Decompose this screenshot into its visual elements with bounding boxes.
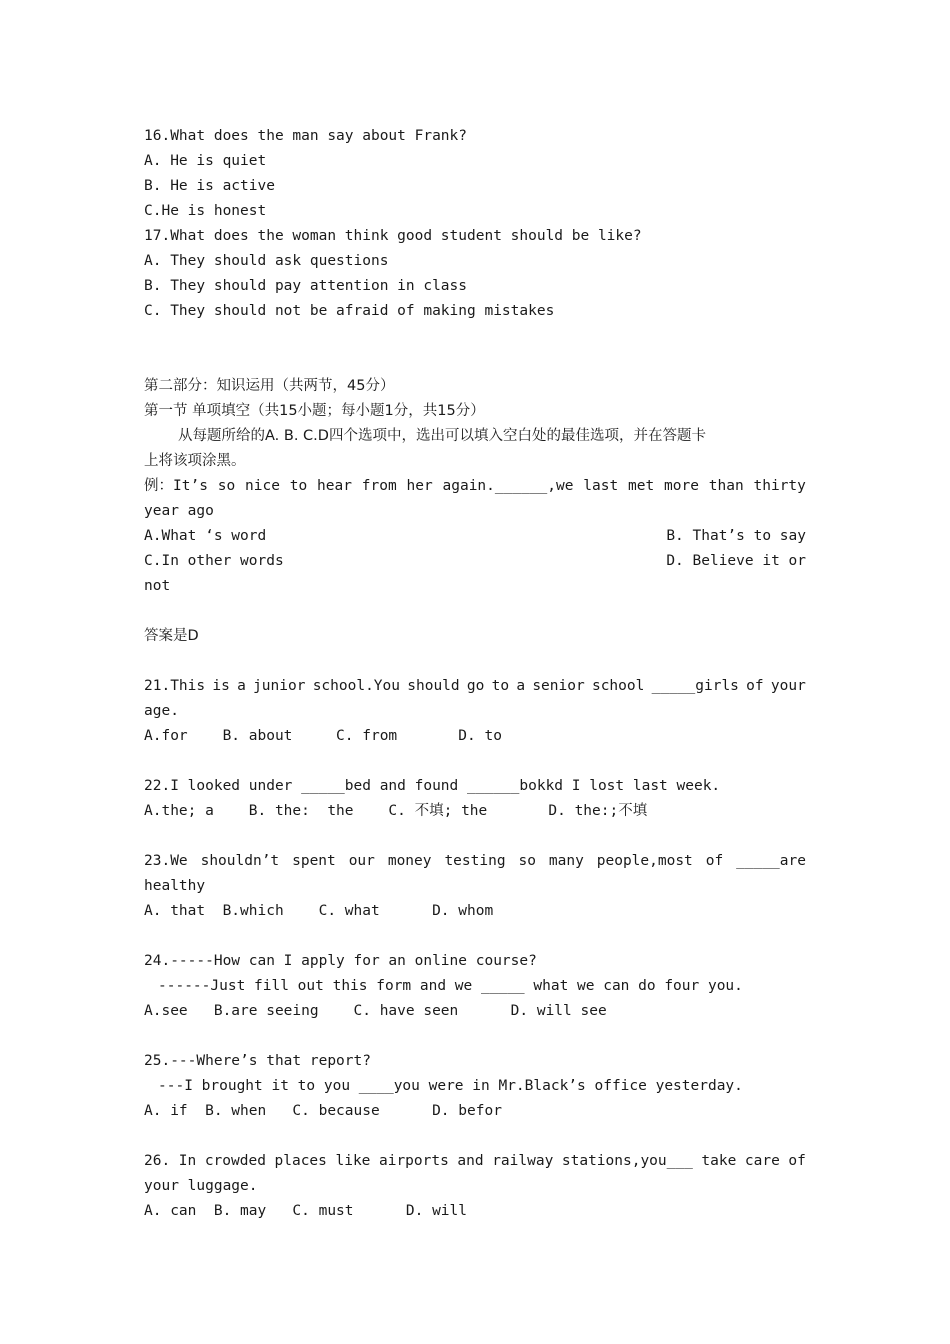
example-stem-line-2: year ago [144,503,214,519]
word: hear [317,478,352,494]
word: and [457,1153,484,1169]
spacer [144,1124,806,1149]
question-24-stem-line-2: ------Just fill out this form and we _____ what we can do four you. [158,978,743,994]
example-option-d: D. Believe it or [666,553,806,569]
question-16-option-b: B. He is active [144,178,275,194]
word: stations,you___ [561,1153,693,1169]
spacer [144,749,806,774]
word: of [746,678,764,694]
word: thirty [753,478,806,494]
word: again.______,we [442,478,574,494]
example-option-a: A.What ‘s word [144,528,267,544]
instruction-line-2: 上将该项涂黑。 [144,453,246,469]
spacer [144,924,806,949]
section1-heading: 第一节 单项填空（共15小题；每小题1分，共15分） [144,403,485,419]
example-answer: 答案是D [144,628,199,644]
question-23-stem-line-2: healthy [144,878,206,894]
word: is [212,678,230,694]
example-option-c: C.In other words [144,553,284,569]
word: nice [245,478,280,494]
word: should [407,678,460,694]
word: _____are [736,853,806,869]
question-16-option-c: C.He is honest [144,203,267,219]
question-17-option-a: A. They should ask questions [144,253,389,269]
word: your [770,678,806,694]
word: junior [253,678,306,694]
word: senior [532,678,585,694]
word: testing [444,853,506,869]
question-21-stem-line-2: age. [144,703,179,719]
word: so [217,478,236,494]
word: many [548,853,584,869]
question-23-options: A. that B.which C. what D. whom [144,903,494,919]
spacer [144,324,806,374]
question-25-stem-line-2: ---I brought it to you ____you were in Mr.Black’s office yesterday. [158,1078,743,1094]
question-26-stem-line-2: your luggage. [144,1178,258,1194]
example-options-row-2 [144,549,806,574]
word: take [701,1153,737,1169]
word: so [518,853,536,869]
word: her [406,478,433,494]
question-21-stem-line-1 [144,674,806,699]
question-17-option-b: B. They should pay attention in class [144,278,468,294]
word: to [491,678,510,694]
word: care [744,1153,780,1169]
word: shouldn’t [200,853,280,869]
word: a [237,678,246,694]
exam-page [144,124,806,1224]
example-option-d-wrap: not [144,578,171,594]
question-22-stem: 22.I looked under _____bed and found ______bokkd I lost last week. [144,778,721,794]
word: met [628,478,655,494]
word: _____girls [651,678,739,694]
word: like [335,1153,371,1169]
word: money [387,853,432,869]
word: from [361,478,397,494]
question-23-stem-line-1 [144,849,806,874]
example-options-row-1 [144,524,806,549]
question-25-options: A. if B. when C. because D. befor [144,1103,502,1119]
word: go [466,678,485,694]
question-24-options: A.see B.are seeing C. have seen D. will see [144,1003,607,1019]
word: 例：It’s [144,478,208,494]
word: school [591,678,645,694]
word: 23.We [144,853,188,869]
word: of [705,853,724,869]
question-24-stem-line-1: 24.-----How can I apply for an online course? [144,953,537,969]
spacer [144,824,806,849]
word: crowded [204,1153,266,1169]
spacer [144,599,806,624]
word: than [708,478,744,494]
word: school.You [312,678,401,694]
spacer [144,649,806,674]
question-16-stem: 16.What does the man say about Frank? [144,128,468,144]
question-21-options: A.for B. about C. from D. to [144,728,502,744]
question-17-option-c: C. They should not be afraid of making mistakes [144,303,555,319]
instruction-line-1: 从每题所给的A. B. C.D四个选项中，选出可以填入空白处的最佳选项，并在答题卡 [178,428,706,444]
word: railway [492,1153,554,1169]
word: last [583,478,619,494]
question-25-stem-line-1: 25.---Where’s that report? [144,1053,371,1069]
word: spent [292,853,336,869]
word: more [664,478,699,494]
question-26-options: A. can B. may C. must D. will [144,1203,468,1219]
example-stem-line-1 [144,474,806,499]
part2-heading: 第二部分：知识运用（共两节，45分） [144,378,395,394]
question-26-stem-line-1 [144,1149,806,1174]
word: a [516,678,526,694]
word: to [289,478,308,494]
word: our [348,853,375,869]
question-17-stem: 17.What does the woman think good student should be like? [144,228,642,244]
word: of [788,1153,806,1169]
example-option-b: B. That’s to say [666,528,806,544]
word: In [178,1153,197,1169]
word: airports [378,1153,449,1169]
word: 26. [144,1153,171,1169]
question-16-option-a: A. He is quiet [144,153,267,169]
word: people,most [596,853,693,869]
word: 21.This [144,678,206,694]
spacer [144,1024,806,1049]
word: places [274,1153,327,1169]
question-22-options: A.the; a B. the: the C. 不填; the D. the:;不填 [144,803,648,819]
